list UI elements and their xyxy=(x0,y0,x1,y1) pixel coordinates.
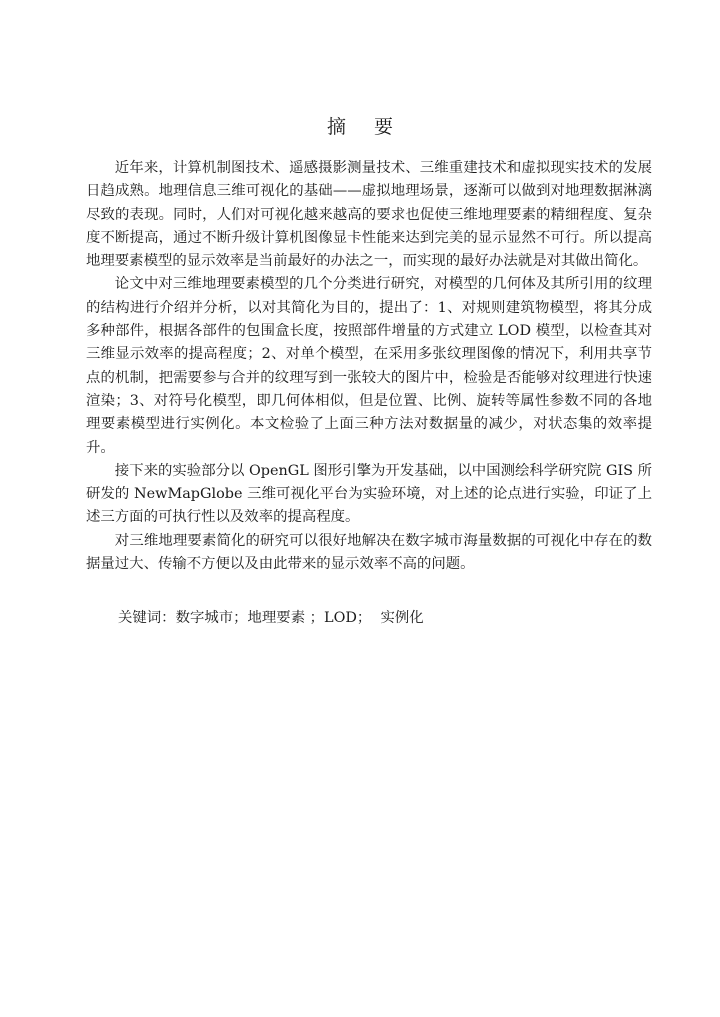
page-title: 摘要 xyxy=(326,116,421,138)
abstract-paragraph-3: 接下来的实验部分以 OpenGL 图形引擎为开发基础，以中国测绘科学研究院 GIS 所研发的 NewMapGlobe 三维可视化平台为实验环境，对上述的论点进行实验，印证了上述三方面的可执行性以及效率的提高程度。 xyxy=(86,462,652,526)
abstract-paragraph-4: 对三维地理要素简化的研究可以很好地解决在数字城市海量数据的可视化中存在的数据量过大、传输不方便以及由此带来的显示效率不高的问题。 xyxy=(86,532,652,573)
abstract-body xyxy=(86,157,652,576)
keywords-line: 关键词：数字城市；地理要素 ；LOD； 实例化 xyxy=(118,610,424,626)
abstract-paragraph-1: 近年来，计算机制图技术、遥感摄影测量技术、三维重建技术和虚拟现实技术的发展日趋成熟。地理信息三维可视化的基础——虚拟地理场景，逐渐可以做到对地理数据淋漓尽致的表现。同时，人们对可视化越来越高的要求也促使三维地理要素的精细程度、复杂度不断提高，通过不断升级计算机图像显卡性能来达到完美的显示显然不可行。所以提高地理要素模型的显示效率是当前最好的办法之一，而实现的最好办法就是对其做出简化。 xyxy=(86,160,652,270)
abstract-paragraph-2: 论文中对三维地理要素模型的几个分类进行研究，对模型的几何体及其所引用的纹理的结构进行介绍并分析，以对其简化为目的，提出了：1、对规则建筑物模型，将其分成多种部件，根据各部件的包围盒长度，按照部件增量的方式建立 LOD 模型，以检查其对三维显示效率的提高程度；2、对单个模型，在采用多张纹理图像的情况下，利用共享节点的机制，把需要参与合并的纹理写到一张较大的图片中，检验是否能够对纹理进行快速渲染；3、对符号化模型，即几何体相似，但是位置、比例、旋转等属性参数不同的各地理要素模型进行实例化。本文检验了上面三种方法对数据量的减少，对状态集的效率提升。 xyxy=(86,276,652,456)
